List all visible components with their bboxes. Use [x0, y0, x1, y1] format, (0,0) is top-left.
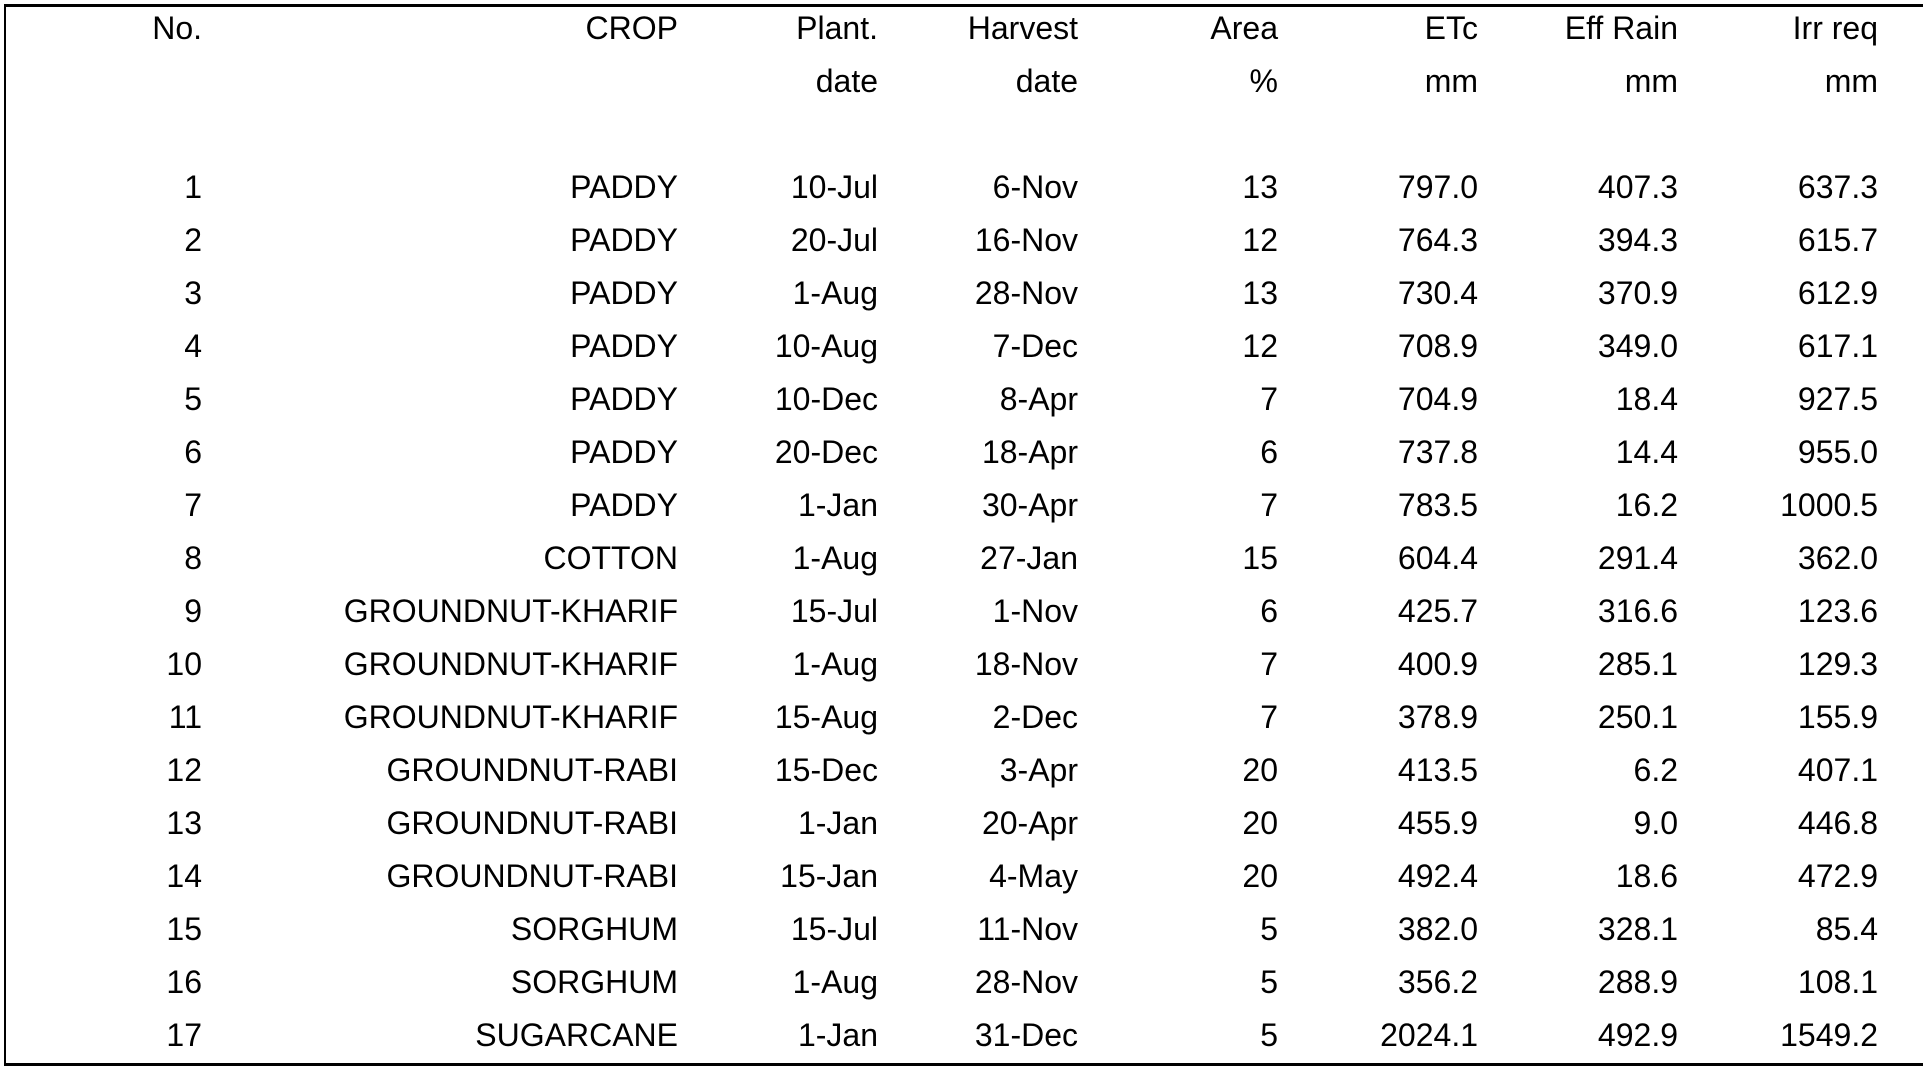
table-row — [0, 850, 1878, 903]
cell-eff-rain: 250.1 — [1597, 699, 1678, 735]
cell-harvest-date: 6-Nov — [992, 169, 1078, 205]
cell-eff-rain: 407.3 — [1597, 169, 1678, 205]
cell-crop — [202, 55, 678, 108]
cell-crop: PADDY — [570, 169, 678, 205]
cell-no: No. — [152, 10, 202, 46]
cell-area: 7 — [1260, 487, 1278, 523]
cell-irr-req: 637.3 — [1797, 169, 1878, 205]
cell-irr-req: 1549.2 — [1780, 1017, 1878, 1053]
cell-area: 20 — [1242, 858, 1278, 894]
table-row — [0, 373, 1878, 426]
cell-harvest-date: 28-Nov — [974, 964, 1078, 1000]
cell-irr-req: 155.9 — [1797, 699, 1878, 735]
cell-crop: SORGHUM — [510, 964, 678, 1000]
cell-plant-date: 1-Aug — [792, 646, 878, 682]
cell-no: 16 — [166, 964, 202, 1000]
cell-irr-req: 362.0 — [1797, 540, 1878, 576]
cell-area: 7 — [1260, 646, 1278, 682]
cell-etc: 492.4 — [1397, 858, 1478, 894]
cell-no: 12 — [166, 752, 202, 788]
cell-etc: 400.9 — [1397, 646, 1478, 682]
table-row — [0, 161, 1878, 214]
cell-plant-date: 1-Aug — [792, 275, 878, 311]
cell-plant-date: 15-Jan — [780, 858, 878, 894]
cell-plant-date: 15-Jul — [790, 593, 878, 629]
cell-eff-rain: 14.4 — [1615, 434, 1678, 470]
cell-harvest-date: 18-Nov — [974, 646, 1078, 682]
cell-harvest-date: 3-Apr — [999, 752, 1078, 788]
cell-plant-date: 15-Jul — [790, 911, 878, 947]
cell-etc: 764.3 — [1397, 222, 1478, 258]
cell-eff-rain: Eff Rain — [1564, 10, 1678, 46]
table-row — [0, 214, 1878, 267]
cell-area: 13 — [1242, 169, 1278, 205]
cell-crop: GROUNDNUT-RABI — [386, 805, 678, 841]
blank-cell-eff-rain — [1478, 108, 1678, 161]
cell-area: 5 — [1260, 964, 1278, 1000]
cell-plant-date: 1-Jan — [797, 1017, 878, 1053]
cell-irr-req: Irr req — [1792, 10, 1878, 46]
cell-irr-req: 85.4 — [1815, 911, 1878, 947]
cell-plant-date: 15-Aug — [774, 699, 878, 735]
cell-eff-rain: 492.9 — [1597, 1017, 1678, 1053]
cell-crop: GROUNDNUT-KHARIF — [343, 593, 678, 629]
blank-cell-etc — [1278, 108, 1478, 161]
cell-irr-req: 927.5 — [1797, 381, 1878, 417]
cell-no: 14 — [166, 858, 202, 894]
header-row-2 — [0, 55, 1878, 108]
blank-cell-no — [0, 108, 202, 161]
cell-etc: 382.0 — [1397, 911, 1478, 947]
cell-harvest-date: 27-Jan — [980, 540, 1078, 576]
cell-harvest-date: 18-Apr — [981, 434, 1078, 470]
cell-eff-rain: 16.2 — [1615, 487, 1678, 523]
cell-plant-date: 10-Aug — [774, 328, 878, 364]
cell-irr-req: 123.6 — [1797, 593, 1878, 629]
cell-crop: PADDY — [570, 487, 678, 523]
table-row — [0, 797, 1878, 850]
table-row — [0, 267, 1878, 320]
cell-etc: 737.8 — [1397, 434, 1478, 470]
cell-no: 7 — [184, 487, 202, 523]
cell-irr-req: 1000.5 — [1780, 487, 1878, 523]
cell-area: 7 — [1260, 699, 1278, 735]
cell-plant-date: 10-Jul — [790, 169, 878, 205]
cell-etc: 455.9 — [1397, 805, 1478, 841]
cell-crop: GROUNDNUT-KHARIF — [343, 699, 678, 735]
cell-area: 6 — [1260, 593, 1278, 629]
cell-crop: GROUNDNUT-RABI — [386, 858, 678, 894]
cell-no: 3 — [184, 275, 202, 311]
cell-no: 10 — [166, 646, 202, 682]
cell-plant-date: 1-Jan — [797, 487, 878, 523]
cell-area: 13 — [1242, 275, 1278, 311]
cell-eff-rain: 370.9 — [1597, 275, 1678, 311]
cell-irr-req: 446.8 — [1797, 805, 1878, 841]
cell-area: 6 — [1260, 434, 1278, 470]
blank-cell-plant-date — [678, 108, 878, 161]
cell-area: 20 — [1242, 805, 1278, 841]
cell-eff-rain: 328.1 — [1597, 911, 1678, 947]
cell-etc: 797.0 — [1397, 169, 1478, 205]
cell-crop: PADDY — [570, 222, 678, 258]
cell-plant-date: 20-Dec — [774, 434, 878, 470]
cell-etc: mm — [1424, 63, 1478, 99]
cell-plant-date: Plant. — [796, 10, 878, 46]
cell-no: 15 — [166, 911, 202, 947]
cell-area: 7 — [1260, 381, 1278, 417]
cell-eff-rain: 316.6 — [1597, 593, 1678, 629]
cell-etc: 356.2 — [1397, 964, 1478, 1000]
cell-no: 2 — [184, 222, 202, 258]
table-row — [0, 956, 1878, 1009]
table-row — [0, 426, 1878, 479]
cell-area: % — [1249, 63, 1278, 99]
table-row — [0, 744, 1878, 797]
cell-irr-req: 108.1 — [1797, 964, 1878, 1000]
cell-no: 6 — [184, 434, 202, 470]
cell-plant-date: 10-Dec — [774, 381, 878, 417]
spacer-row — [0, 108, 1878, 161]
table-row — [0, 1009, 1878, 1062]
cell-etc: 783.5 — [1397, 487, 1478, 523]
cell-etc: 378.9 — [1397, 699, 1478, 735]
cell-crop: GROUNDNUT-RABI — [386, 752, 678, 788]
cell-eff-rain: 9.0 — [1633, 805, 1678, 841]
cell-no: 5 — [184, 381, 202, 417]
cell-no: 4 — [184, 328, 202, 364]
cell-crop: GROUNDNUT-KHARIF — [343, 646, 678, 682]
cell-plant-date: 15-Dec — [774, 752, 878, 788]
cell-irr-req: 407.1 — [1797, 752, 1878, 788]
cell-area: 12 — [1242, 328, 1278, 364]
cell-irr-req: 615.7 — [1797, 222, 1878, 258]
cell-irr-req: 617.1 — [1797, 328, 1878, 364]
cell-eff-rain: 394.3 — [1597, 222, 1678, 258]
cell-no: 8 — [184, 540, 202, 576]
cell-harvest-date: 11-Nov — [977, 911, 1078, 947]
cell-no: 13 — [166, 805, 202, 841]
table-row — [0, 903, 1878, 956]
cell-harvest-date: 8-Apr — [999, 381, 1078, 417]
cell-eff-rain: 6.2 — [1633, 752, 1678, 788]
cell-crop: PADDY — [570, 275, 678, 311]
cell-no: 1 — [184, 169, 202, 205]
cell-irr-req: 612.9 — [1797, 275, 1878, 311]
cell-irr-req: mm — [1824, 63, 1878, 99]
cell-crop: SORGHUM — [510, 911, 678, 947]
cell-harvest-date: 2-Dec — [992, 699, 1078, 735]
cell-plant-date: date — [815, 63, 878, 99]
cell-area: Area — [1210, 10, 1278, 46]
table-row — [0, 479, 1878, 532]
cell-harvest-date: 20-Apr — [981, 805, 1078, 841]
cell-etc: 708.9 — [1397, 328, 1478, 364]
cell-crop: PADDY — [570, 328, 678, 364]
cell-crop: COTTON — [543, 540, 678, 576]
cell-area: 20 — [1242, 752, 1278, 788]
cell-eff-rain: 288.9 — [1597, 964, 1678, 1000]
cell-crop: SUGARCANE — [475, 1017, 678, 1053]
table-row — [0, 320, 1878, 373]
cell-eff-rain: 18.6 — [1615, 858, 1678, 894]
cell-eff-rain: mm — [1624, 63, 1678, 99]
cell-harvest-date: Harvest — [967, 10, 1078, 46]
cell-eff-rain: 18.4 — [1615, 381, 1678, 417]
cell-crop: PADDY — [570, 381, 678, 417]
crop-irrigation-table — [0, 2, 1878, 1062]
table-row — [0, 691, 1878, 744]
cell-etc: 425.7 — [1397, 593, 1478, 629]
cell-no: 17 — [166, 1017, 202, 1053]
cell-harvest-date: 16-Nov — [974, 222, 1078, 258]
cell-harvest-date: 30-Apr — [981, 487, 1078, 523]
table-row — [0, 585, 1878, 638]
cell-crop: CROP — [585, 10, 678, 46]
cell-etc: 704.9 — [1397, 381, 1478, 417]
cell-etc: 2024.1 — [1380, 1017, 1478, 1053]
cell-etc: 730.4 — [1397, 275, 1478, 311]
blank-cell-harvest-date — [878, 108, 1078, 161]
blank-cell-irr-req — [1678, 108, 1878, 161]
cell-eff-rain: 291.4 — [1597, 540, 1678, 576]
blank-cell-crop — [202, 108, 678, 161]
cell-irr-req: 955.0 — [1797, 434, 1878, 470]
cell-no: 9 — [184, 593, 202, 629]
cell-no — [0, 55, 202, 108]
cell-etc: 413.5 — [1397, 752, 1478, 788]
cell-plant-date: 1-Aug — [792, 964, 878, 1000]
cell-etc: 604.4 — [1397, 540, 1478, 576]
table-row — [0, 532, 1878, 585]
cell-irr-req: 472.9 — [1797, 858, 1878, 894]
blank-cell-area — [1078, 108, 1278, 161]
cell-area: 5 — [1260, 1017, 1278, 1053]
cell-harvest-date: 7-Dec — [992, 328, 1078, 364]
cell-harvest-date: 31-Dec — [974, 1017, 1078, 1053]
cell-harvest-date: date — [1015, 63, 1078, 99]
cell-harvest-date: 1-Nov — [992, 593, 1078, 629]
header-row-1 — [0, 2, 1878, 55]
table-row — [0, 638, 1878, 691]
cell-eff-rain: 349.0 — [1597, 328, 1678, 364]
cell-eff-rain: 285.1 — [1597, 646, 1678, 682]
cell-crop: PADDY — [570, 434, 678, 470]
cell-plant-date: 1-Aug — [792, 540, 878, 576]
cell-irr-req: 129.3 — [1797, 646, 1878, 682]
cell-area: 5 — [1260, 911, 1278, 947]
cell-harvest-date: 4-May — [989, 858, 1078, 894]
cell-harvest-date: 28-Nov — [974, 275, 1078, 311]
cell-area: 15 — [1242, 540, 1278, 576]
cell-no: 11 — [168, 699, 202, 735]
cell-area: 12 — [1242, 222, 1278, 258]
cell-plant-date: 1-Jan — [797, 805, 878, 841]
cell-plant-date: 20-Jul — [790, 222, 878, 258]
cell-etc: ETc — [1424, 10, 1478, 46]
